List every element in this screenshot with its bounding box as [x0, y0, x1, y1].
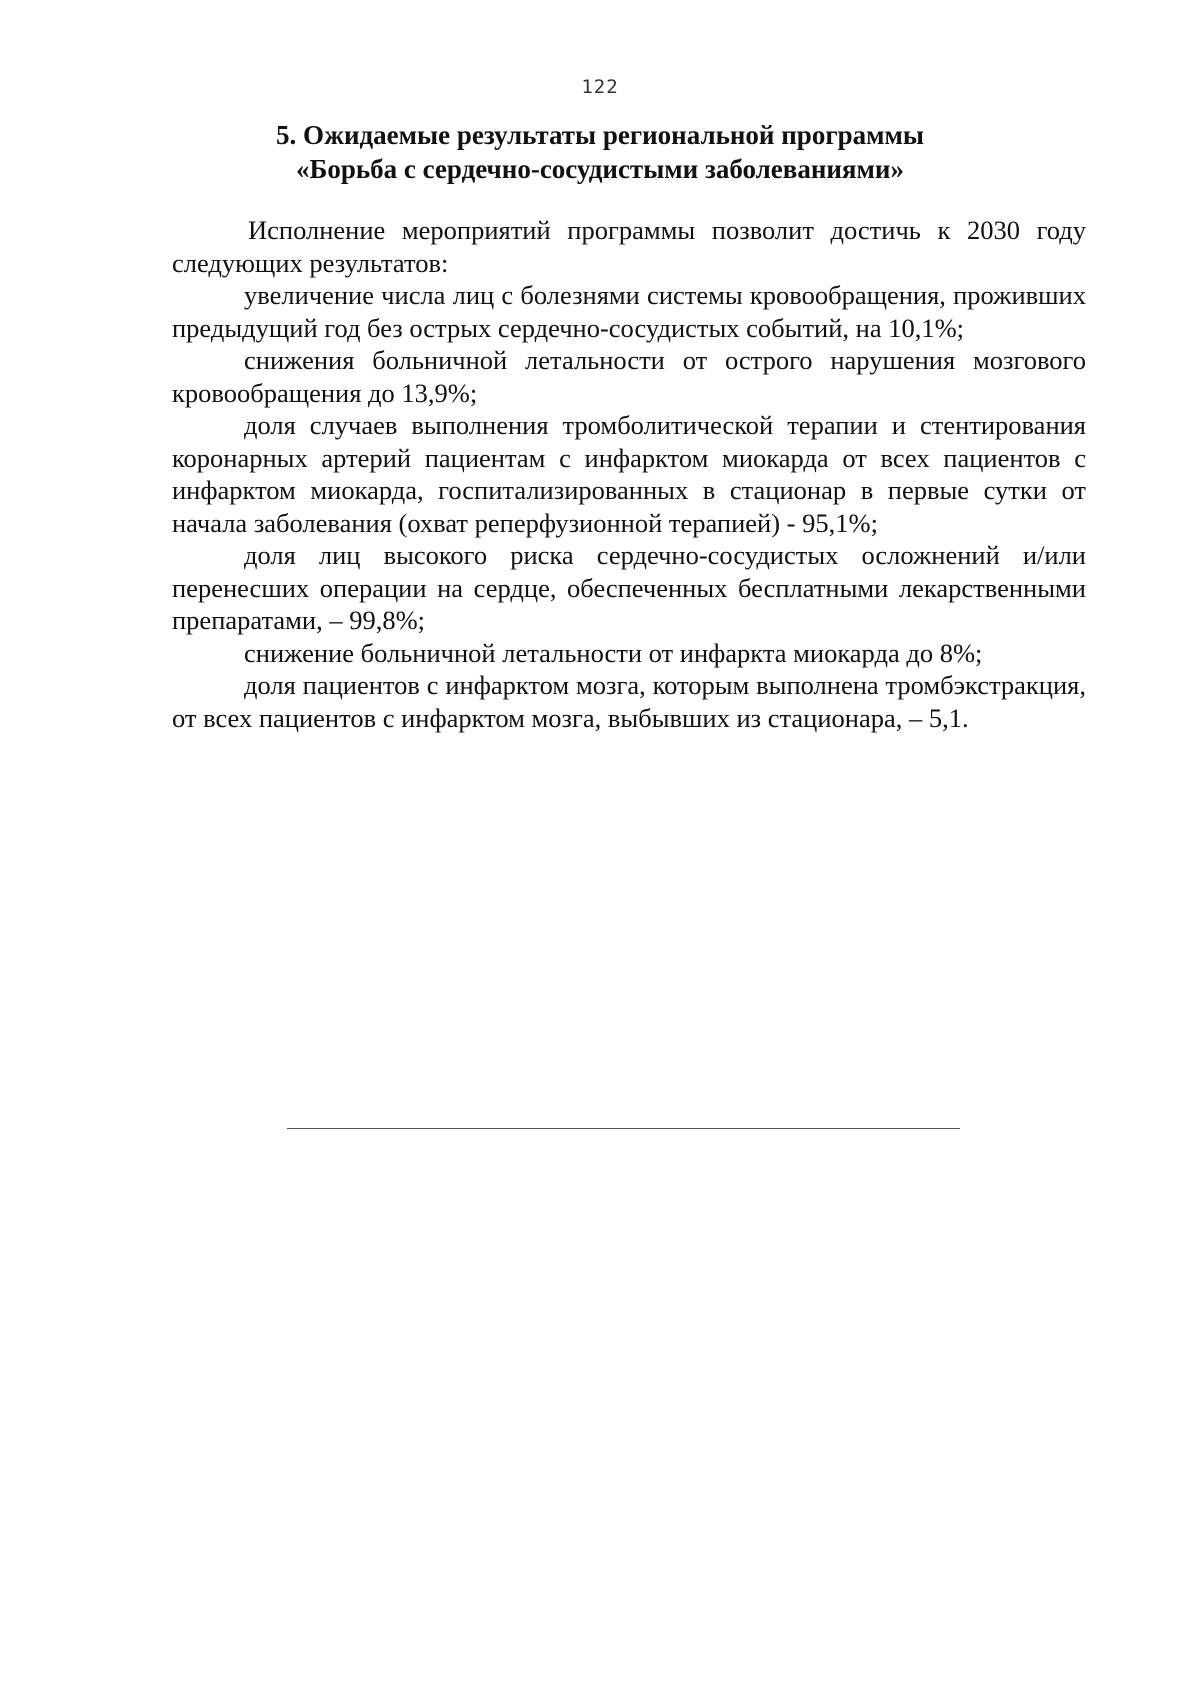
result-item: снижение больничной летальности от инфаркта миокарда до 8%;: [244, 637, 983, 668]
section-heading-line-1: 5. Ожидаемые результаты региональной программы: [276, 120, 924, 150]
result-item: увеличение числа лиц с болезнями системы кровообращения, проживших предыдущий год без острых сердечно-сосудистых событий, на 10,1%;: [172, 280, 1086, 343]
page-number: 122: [581, 76, 619, 98]
end-divider-line: [287, 1128, 960, 1129]
result-item: доля пациентов с инфарктом мозга, которым выполнена тромбэкстракция, от всех пациентов с инфарктом мозга, выбывших из стационара, – 5,1.: [172, 670, 1086, 733]
section-heading-line-2: «Борьба с сердечно-сосудистыми заболеваниями»: [295, 154, 904, 184]
result-item: доля случаев выполнения тромболитической терапии и стентирования коронарных артерий пациентам с инфарктом миокарда от всех пациентов с инфарктом миокарда, госпитализированных в стационар в первые сутки от начала заболевания (охват реперфузионной терапией) - 95,1%;: [172, 410, 1086, 538]
body-text: [172, 214, 1086, 734]
result-item: снижения больничной летальности от острого нарушения мозгового кровообращения до 13,9%;: [172, 345, 1086, 408]
intro-paragraph: Исполнение мероприятий программы позволит достичь к 2030 году следующих результатов:: [172, 215, 1086, 278]
section-heading: [170, 118, 1030, 186]
result-item: доля лиц высокого риска сердечно-сосудистых осложнений и/или перенесших операции на сердце, обеспеченных бесплатными лекарственными препаратами, – 99,8%;: [172, 540, 1086, 635]
